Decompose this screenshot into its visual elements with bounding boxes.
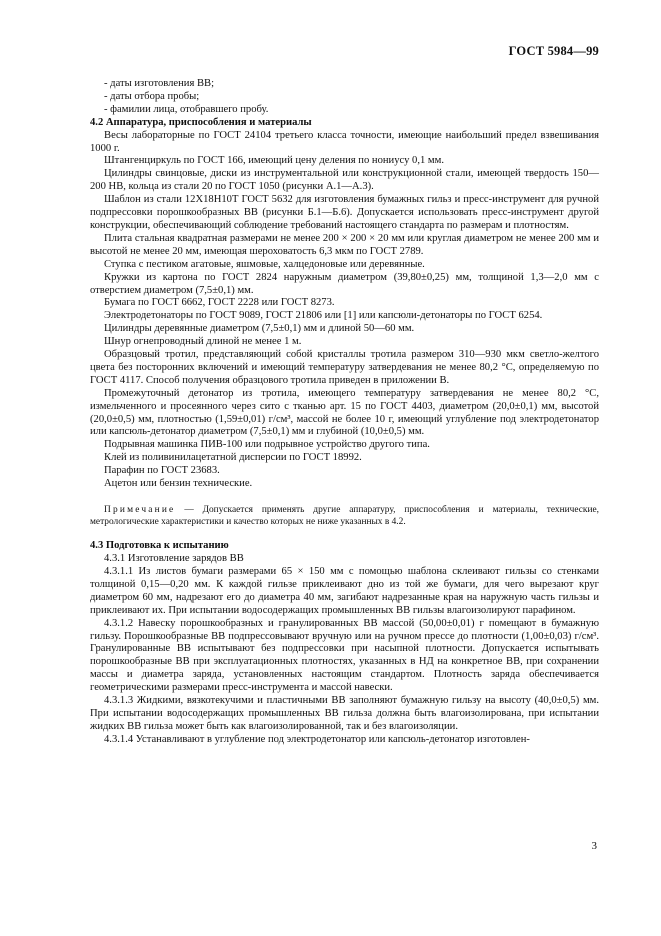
paragraph: Цилиндры деревянные диаметром (7,5±0,1) мм и длиной 50—60 мм. xyxy=(104,323,415,335)
list-item: - даты отбора пробы; xyxy=(104,90,200,102)
paragraph: Подрывная машинка ПИВ-100 или подрывное устройство другого типа. xyxy=(104,439,430,451)
paragraph: Цилиндры свинцовые, диски из инструментальной или конструкционной стали, имеющей твердость 150—200 НВ, кольца из стали 20 по ГОСТ 1050 (рисунки А.1—А.3). xyxy=(90,168,599,193)
paragraph: Образцовый тротил, представляющий собой кристаллы тротила размером 310—930 мкм светло-желтого цвета без посторонних включений и имеющий температуру затвердевания не менее 80,2 °С, определяемую по ГОСТ 4117. Способ получения образцового тротила приведен в приложении В. xyxy=(90,349,599,386)
paragraph: 4.3.1.1 Из листов бумаги размерами 65 × 150 мм с помощью шаблона склеивают гильзы со стенками толщиной 0,15—0,20 мм. К каждой гильзе приклеивают дно из той же бумаги, для чего вырезают круг диаметром 60 мм, надрезают его до диаметра 40 мм, загибают надрезанные края на наружную часть гильзы и приклеивают их. При испытании водосодержащих промышленных ВВ гильзы влагоизолируют парафином. xyxy=(90,566,599,616)
paragraph: Штангенциркуль по ГОСТ 166, имеющий цену деления по нониусу 0,1 мм. xyxy=(104,155,444,167)
paragraph: Промежуточный детонатор из тротила, имеющего температуру затвердевания не менее 80,2 °С, измельченного и просеянного через сито с тканью арт. 15 по ГОСТ 4403, диаметром (20,0±0,1) мм, высотой (20,0±0,5) мм, плотностью (1,59±0,01) г/см³, массой не более 10 г, имеющий углубление под электродетонатор или капсюль-детонатор диаметром (7,5±0,1) мм и глубиной (10,0±0,5) мм. xyxy=(90,387,599,438)
paragraph: Бумага по ГОСТ 6662, ГОСТ 2228 или ГОСТ 8273. xyxy=(104,297,335,309)
paragraph: 4.3.1.3 Жидкими, вязкотекучими и пластичными ВВ заполняют бумажную гильзу на высоту (40,0±0,5) мм. При испытании водосодержащих промышленных ВВ гильза должна быть влагоизолирована, при испытании жидких ВВ гильза может быть как влагоизолированной, так и без влагоизоляции. xyxy=(90,695,599,732)
page-body xyxy=(90,78,599,747)
paragraph: Клей из поливинилацетатной дисперсии по ГОСТ 18992. xyxy=(104,452,362,464)
paragraph: Шаблон из стали 12Х18Н10Т ГОСТ 5632 для изготовления бумажных гильз и пресс-инструмент для ручной подпрессовки порошкообразных ВВ (рисунки Б.1—Б.6). Допускается использовать пресс-инструмент другой конструкции, обеспечивающий соблюдение требований настоящего стандарта по размерам и плотностям. xyxy=(90,194,599,231)
paragraph: Электродетонаторы по ГОСТ 9089, ГОСТ 21806 или [1] или капсюли-детонаторы по ГОСТ 6254. xyxy=(104,310,543,322)
paragraph: Кружки из картона по ГОСТ 2824 наружным диаметром (39,80±0,25) мм, толщиной 1,3—2,0 мм с отверстием диаметром (7,5±0,1) мм. xyxy=(90,271,599,296)
paragraph: 4.3.1.2 Навеску порошкообразных и гранулированных ВВ массой (50,00±0,01) г помещают в бумажную гильзу. Порошкообразные ВВ подпрессовывают вручную или на ручном прессе до плотности (1,00±0,03) г/см³. Гранулированные ВВ испытывают без подпрессовки при насыпной плотности. Допускается испытывать порошкообразные ВВ при эксплуатационных плотностях, указанных в НД на конкретное ВВ, при сохранении массы и диаметра заряда, установленных настоящим стандартом. Плотность заряда обеспечивается геометрическими размерами пресс-инструмента и массой навески. xyxy=(90,617,599,694)
paragraph: Ступка с пестиком агатовые, яшмовые, халцедоновые или деревянные. xyxy=(104,258,425,270)
paragraph: Парафин по ГОСТ 23683. xyxy=(104,465,220,477)
list-item: - даты изготовления ВВ; xyxy=(104,78,215,89)
note xyxy=(90,505,599,528)
note-label: Примечание xyxy=(104,505,176,515)
note-text: — Допускается применять другие аппаратуру, приспособления и материалы, технические, метрологические характеристики и качество которых не ниже указанных в 4.2. xyxy=(90,505,599,527)
section-heading-4-2: 4.2 Аппаратура, приспособления и материалы xyxy=(90,116,312,128)
paragraph: Весы лабораторные по ГОСТ 24104 третьего класса точности, имеющие наибольший предел взвешивания 1000 г. xyxy=(90,129,599,154)
document-header: ГОСТ 5984—99 xyxy=(508,44,599,58)
page-number: 3 xyxy=(591,840,597,852)
paragraph: Шнур огнепроводный длиной не менее 1 м. xyxy=(104,336,302,348)
section-heading-4-3: 4.3 Подготовка к испытанию xyxy=(90,540,229,552)
subsection-heading-4-3-1: 4.3.1 Изготовление зарядов ВВ xyxy=(104,553,244,565)
paragraph: Плита стальная квадратная размерами не менее 200 × 200 × 20 мм или круглая диаметром не менее 200 мм и высотой не менее 20 мм, имеющая шероховатость 6,3 мкм по ГОСТ 2789. xyxy=(90,232,599,257)
list-item: - фамилии лица, отобравшего пробу. xyxy=(104,103,269,115)
paragraph: 4.3.1.4 Устанавливают в углубление под электродетонатор или капсюль-детонатор изготовлен- xyxy=(104,733,530,745)
paragraph: Ацетон или бензин технические. xyxy=(104,478,253,490)
